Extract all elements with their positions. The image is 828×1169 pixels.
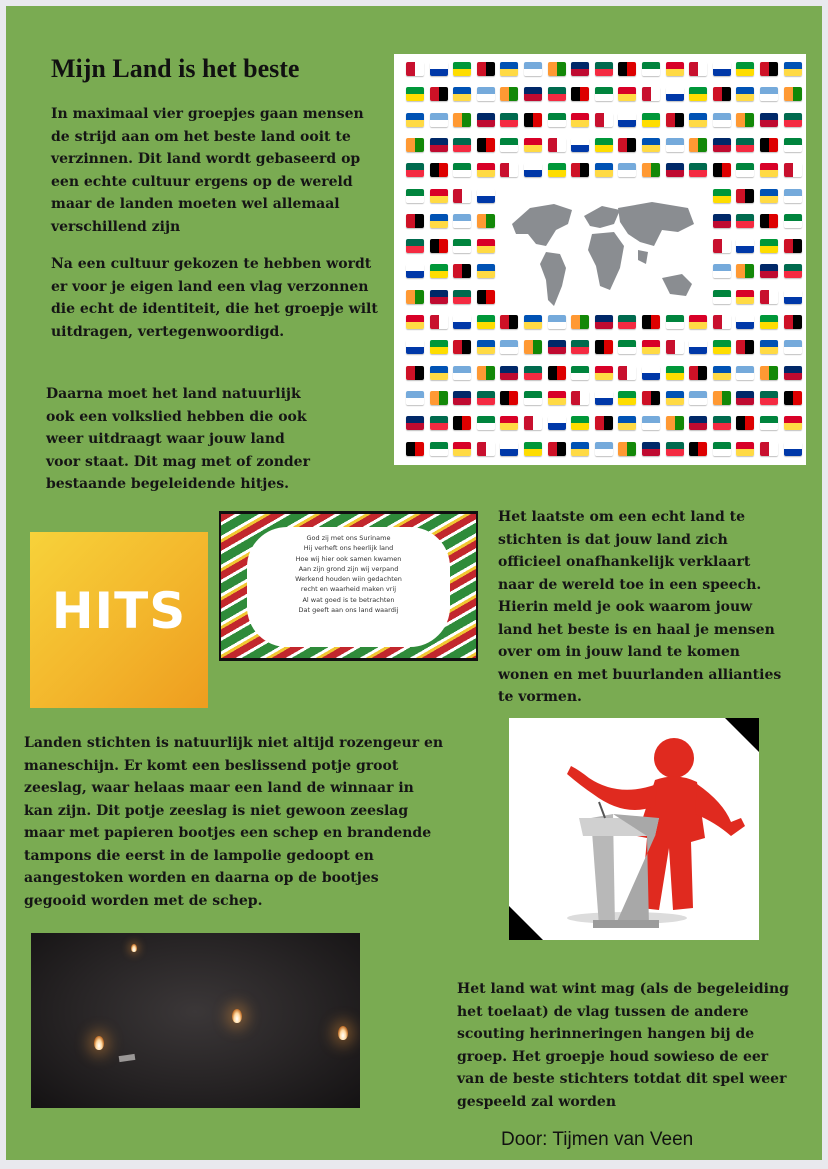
hits-logo-image — [30, 532, 208, 708]
flag-icon — [548, 366, 566, 380]
flag-icon — [430, 189, 448, 203]
flag-icon — [666, 340, 684, 354]
flag-icon — [736, 163, 754, 177]
flag-icon — [453, 290, 471, 304]
flag-icon — [500, 366, 518, 380]
flag-icon — [477, 189, 495, 203]
flag-icon — [784, 264, 802, 278]
flag-icon — [453, 138, 471, 152]
flag-icon — [736, 416, 754, 430]
flag-icon — [713, 214, 731, 228]
flag-icon — [430, 391, 448, 405]
flag-icon — [689, 138, 707, 152]
flag-icon — [618, 138, 636, 152]
flag-icon — [642, 366, 660, 380]
flag-icon — [784, 366, 802, 380]
flag-icon — [618, 366, 636, 380]
flag-icon — [618, 416, 636, 430]
flag-icon — [689, 340, 707, 354]
flag-icon — [689, 442, 707, 456]
lyric-line: Dat geeft aan ons land waardij — [298, 606, 399, 615]
flag-icon — [642, 416, 660, 430]
flag-icon — [500, 163, 518, 177]
flag-icon — [430, 442, 448, 456]
battleship-paragraph: Landen stichten is natuurlijk niet altijd rozengeur en maneschijn. Er komt een beslissend potje groot zeeslag, waar helaas maar een land de winnaar in kan zijn. Dit potje zeeslag is niet gewoon zeeslag maar met papieren bootjes een schep en brandende tampons die eerst in de lampolie gedoopt en aangestoken worden en daarna op de bootjes gegooid worden met de schep. — [24, 735, 444, 909]
candle-flame-icon — [94, 1036, 104, 1050]
flag-icon — [736, 391, 754, 405]
flag-icon — [524, 163, 542, 177]
flag-icon — [784, 113, 802, 127]
flag-icon — [477, 264, 495, 278]
flag-icon — [784, 416, 802, 430]
flag-icon — [713, 62, 731, 76]
flag-icon — [595, 416, 613, 430]
candles-photo — [31, 933, 360, 1108]
flag-icon — [406, 163, 424, 177]
flag-icon — [666, 87, 684, 101]
flag-icon — [477, 214, 495, 228]
speaker-icon — [509, 718, 759, 940]
flag-icon — [713, 416, 731, 430]
flag-icon — [689, 113, 707, 127]
flag-icon — [430, 239, 448, 253]
flag-icon — [548, 163, 566, 177]
flag-icon — [736, 264, 754, 278]
flag-icon — [430, 290, 448, 304]
flag-icon — [571, 340, 589, 354]
speech-paragraph: Het laatste om een echt land te stichten is dat jouw land zich officieel onafhankelijk verklaart naar de wereld toe in een speech. Hierin meld je ook waarom jouw land het beste is en haal je mensen over om in jouw land te komen wonen en met buurlanden allianties te vormen. — [498, 509, 782, 705]
flag-icon — [500, 340, 518, 354]
candle-flame-icon — [131, 944, 137, 952]
flag-icon — [689, 62, 707, 76]
flag-icon — [784, 214, 802, 228]
flag-icon — [524, 87, 542, 101]
flag-icon — [595, 62, 613, 76]
flag-icon — [760, 264, 778, 278]
flag-icon — [430, 416, 448, 430]
speaker-podium-image — [509, 718, 759, 940]
flag-icon — [689, 366, 707, 380]
flag-icon — [406, 290, 424, 304]
flag-icon — [524, 62, 542, 76]
flag-icon — [571, 442, 589, 456]
lyric-line: recht en waarheid maken vrij — [300, 585, 397, 594]
flag-icon — [689, 391, 707, 405]
flag-icon — [689, 416, 707, 430]
flag-icon — [571, 113, 589, 127]
flag-icon — [618, 87, 636, 101]
flag-icon — [618, 113, 636, 127]
flag-icon — [477, 340, 495, 354]
flag-icon — [784, 315, 802, 329]
flag-icon — [784, 163, 802, 177]
flag-icon — [430, 113, 448, 127]
candle-flame-icon — [338, 1026, 348, 1040]
flag-icon — [642, 62, 660, 76]
flag-paragraph: Na een cultuur gekozen te hebben wordt er voor je eigen land een vlag verzonnen die echt de identiteit, die het groepje wilt uitdragen, vertegenwoordigd. — [51, 256, 378, 340]
flag-icon — [784, 391, 802, 405]
flag-icon — [642, 113, 660, 127]
flag-icon — [689, 87, 707, 101]
flag-icon — [713, 315, 731, 329]
flag-icon — [618, 442, 636, 456]
flag-icon — [784, 239, 802, 253]
flag-icon — [430, 315, 448, 329]
flag-icon — [524, 366, 542, 380]
flag-icon — [760, 87, 778, 101]
flag-icon — [406, 366, 424, 380]
flag-icon — [430, 264, 448, 278]
lyric-line: Hij verheft ons heerlijk land — [303, 544, 394, 553]
flag-icon — [736, 340, 754, 354]
flag-icon — [406, 62, 424, 76]
flag-icon — [736, 113, 754, 127]
flag-icon — [406, 189, 424, 203]
flag-icon — [477, 442, 495, 456]
lyric-line: Hoe wij hier ook samen kwamen — [295, 554, 402, 563]
flag-icon — [736, 315, 754, 329]
flag-icon — [784, 340, 802, 354]
flag-icon — [784, 62, 802, 76]
flag-icon — [618, 391, 636, 405]
flag-icon — [571, 62, 589, 76]
flag-icon — [736, 87, 754, 101]
flag-icon — [453, 340, 471, 354]
flag-icon — [571, 163, 589, 177]
flag-icon — [595, 87, 613, 101]
intro-paragraph: In maximaal vier groepjes gaan mensen de strijd aan om het beste land ooit te verzinnen. Dit land wordt gebaseerd op een echte cultuur ergens op de wereld maar de landen moeten wel allemaal verschillend zijn — [51, 106, 364, 235]
flag-icon — [406, 113, 424, 127]
flag-icon — [453, 442, 471, 456]
flag-icon — [548, 62, 566, 76]
flag-icon — [477, 290, 495, 304]
flag-icon — [524, 442, 542, 456]
flag-icon — [760, 189, 778, 203]
flag-icon — [760, 163, 778, 177]
flag-icon — [453, 87, 471, 101]
flag-icon — [784, 290, 802, 304]
flag-icon — [595, 113, 613, 127]
flag-icon — [406, 239, 424, 253]
flag-icon — [477, 366, 495, 380]
flag-icon — [477, 416, 495, 430]
flag-icon — [406, 416, 424, 430]
flag-icon — [453, 366, 471, 380]
flag-icon — [430, 214, 448, 228]
flag-icon — [524, 391, 542, 405]
flag-icon — [453, 264, 471, 278]
flag-icon — [713, 163, 731, 177]
flag-icon — [760, 391, 778, 405]
flag-icon — [477, 87, 495, 101]
flag-icon — [595, 391, 613, 405]
flag-icon — [406, 442, 424, 456]
flag-icon — [453, 239, 471, 253]
flag-icon — [595, 442, 613, 456]
flag-icon — [430, 340, 448, 354]
flag-icon — [571, 391, 589, 405]
flag-icon — [642, 87, 660, 101]
flag-icon — [618, 163, 636, 177]
flag-icon — [713, 366, 731, 380]
anthem-lyrics-image — [219, 511, 478, 661]
flag-icon — [713, 340, 731, 354]
flag-icon — [595, 340, 613, 354]
flag-icon — [477, 62, 495, 76]
flag-icon — [760, 113, 778, 127]
flag-icon — [548, 416, 566, 430]
flag-icon — [760, 442, 778, 456]
flag-icon — [666, 442, 684, 456]
flag-icon — [666, 62, 684, 76]
flag-icon — [453, 214, 471, 228]
flag-icon — [713, 138, 731, 152]
flag-icon — [784, 189, 802, 203]
flag-icon — [524, 113, 542, 127]
flag-icon — [736, 214, 754, 228]
flag-icon — [477, 113, 495, 127]
flag-icon — [642, 442, 660, 456]
flag-icon — [548, 113, 566, 127]
lyric-line: Werkend houden wiin gedachten — [295, 575, 402, 584]
flag-icon — [430, 366, 448, 380]
flag-icon — [618, 62, 636, 76]
flag-icon — [666, 416, 684, 430]
flag-icon — [477, 239, 495, 253]
flag-icon — [736, 239, 754, 253]
page-title: Mijn Land is het beste — [51, 54, 300, 83]
flag-icon — [689, 163, 707, 177]
flag-icon — [406, 315, 424, 329]
flag-icon — [595, 163, 613, 177]
flag-icon — [548, 87, 566, 101]
flag-icon — [666, 366, 684, 380]
flag-icon — [713, 189, 731, 203]
flag-icon — [760, 62, 778, 76]
flag-icon — [713, 264, 731, 278]
flag-icon — [406, 391, 424, 405]
flag-icon — [500, 62, 518, 76]
flag-icon — [430, 163, 448, 177]
flag-icon — [666, 163, 684, 177]
flag-icon — [666, 391, 684, 405]
flag-icon — [500, 442, 518, 456]
flag-icon — [736, 189, 754, 203]
flag-icon — [430, 87, 448, 101]
flag-icon — [571, 366, 589, 380]
hits-label: HITS — [51, 582, 187, 640]
flag-icon — [713, 113, 731, 127]
flag-icon — [406, 340, 424, 354]
flag-icon — [736, 62, 754, 76]
flag-icon — [666, 138, 684, 152]
flag-icon — [524, 340, 542, 354]
flag-icon — [406, 87, 424, 101]
flag-icon — [430, 62, 448, 76]
flag-icon — [500, 87, 518, 101]
flag-icon — [430, 138, 448, 152]
flag-icon — [736, 366, 754, 380]
flag-icon — [713, 391, 731, 405]
flag-icon — [453, 113, 471, 127]
flag-icon — [500, 113, 518, 127]
lyric-line: Al wat goed is te betrachten — [302, 595, 395, 604]
anthem-paragraph: Daarna moet het land natuurlijk ook een volkslied hebben die ook weer uitdraagt waar jouw land voor staat. Dit mag met of zonder bestaande begeleidende hitjes. — [46, 386, 310, 492]
flag-icon — [571, 138, 589, 152]
flag-icon — [453, 163, 471, 177]
flag-icon — [548, 138, 566, 152]
flag-icon — [736, 290, 754, 304]
flag-icon — [760, 340, 778, 354]
paper-boat — [119, 1054, 136, 1062]
flag-icon — [453, 62, 471, 76]
flag-icon — [784, 442, 802, 456]
flag-icon — [642, 391, 660, 405]
flag-icon — [736, 138, 754, 152]
flag-icon — [453, 416, 471, 430]
flag-icon — [618, 340, 636, 354]
flag-icon — [524, 416, 542, 430]
flag-icon — [713, 87, 731, 101]
flag-icon — [713, 239, 731, 253]
flags-world-map-image — [394, 54, 806, 465]
flag-icon — [760, 138, 778, 152]
flag-icon — [642, 163, 660, 177]
flag-icon — [784, 138, 802, 152]
flag-icon — [713, 442, 731, 456]
flag-icon — [548, 340, 566, 354]
flag-icon — [713, 290, 731, 304]
flag-icon — [595, 138, 613, 152]
flag-icon — [548, 442, 566, 456]
flag-icon — [453, 189, 471, 203]
flag-icon — [595, 366, 613, 380]
lyric-line: Aan zijn grond zijn wij verpand — [298, 564, 399, 573]
flag-icon — [760, 315, 778, 329]
flag-icon — [666, 113, 684, 127]
flag-icon — [406, 264, 424, 278]
flag-icon — [784, 87, 802, 101]
flag-icon — [736, 442, 754, 456]
flag-icon — [760, 416, 778, 430]
lyrics-panel — [247, 527, 450, 647]
candle-flame-icon — [232, 1009, 242, 1023]
author-credit: Door: Tijmen van Veen — [501, 1129, 694, 1150]
lyric-line: God zij met ons Suriname — [306, 534, 391, 542]
flag-icon — [453, 391, 471, 405]
flag-icon — [642, 340, 660, 354]
winner-paragraph: Het land wat wint mag (als de begeleiding het toelaat) de vlag tussen de andere scouting herinneringen hangen bij de groep. Het groepje houd sowieso de eer van de beste stichters totdat dit spel weer gespeeld zal worden — [457, 981, 789, 1110]
flag-icon — [477, 138, 495, 152]
flag-icon — [524, 138, 542, 152]
page — [6, 6, 822, 1160]
flag-icon — [406, 214, 424, 228]
flag-icon — [571, 416, 589, 430]
flag-icon — [453, 315, 471, 329]
flag-icon — [477, 391, 495, 405]
flag-icon — [642, 138, 660, 152]
flag-icon — [760, 366, 778, 380]
flag-icon — [500, 391, 518, 405]
flag-icon — [760, 239, 778, 253]
flag-icon — [477, 163, 495, 177]
flag-icon — [500, 416, 518, 430]
flag-icon — [500, 138, 518, 152]
flag-icon — [548, 391, 566, 405]
flag-icon — [760, 290, 778, 304]
flag-icon — [571, 87, 589, 101]
flag-icon — [760, 214, 778, 228]
flag-icon — [477, 315, 495, 329]
flag-icon — [406, 138, 424, 152]
world-map-icon — [502, 194, 702, 319]
